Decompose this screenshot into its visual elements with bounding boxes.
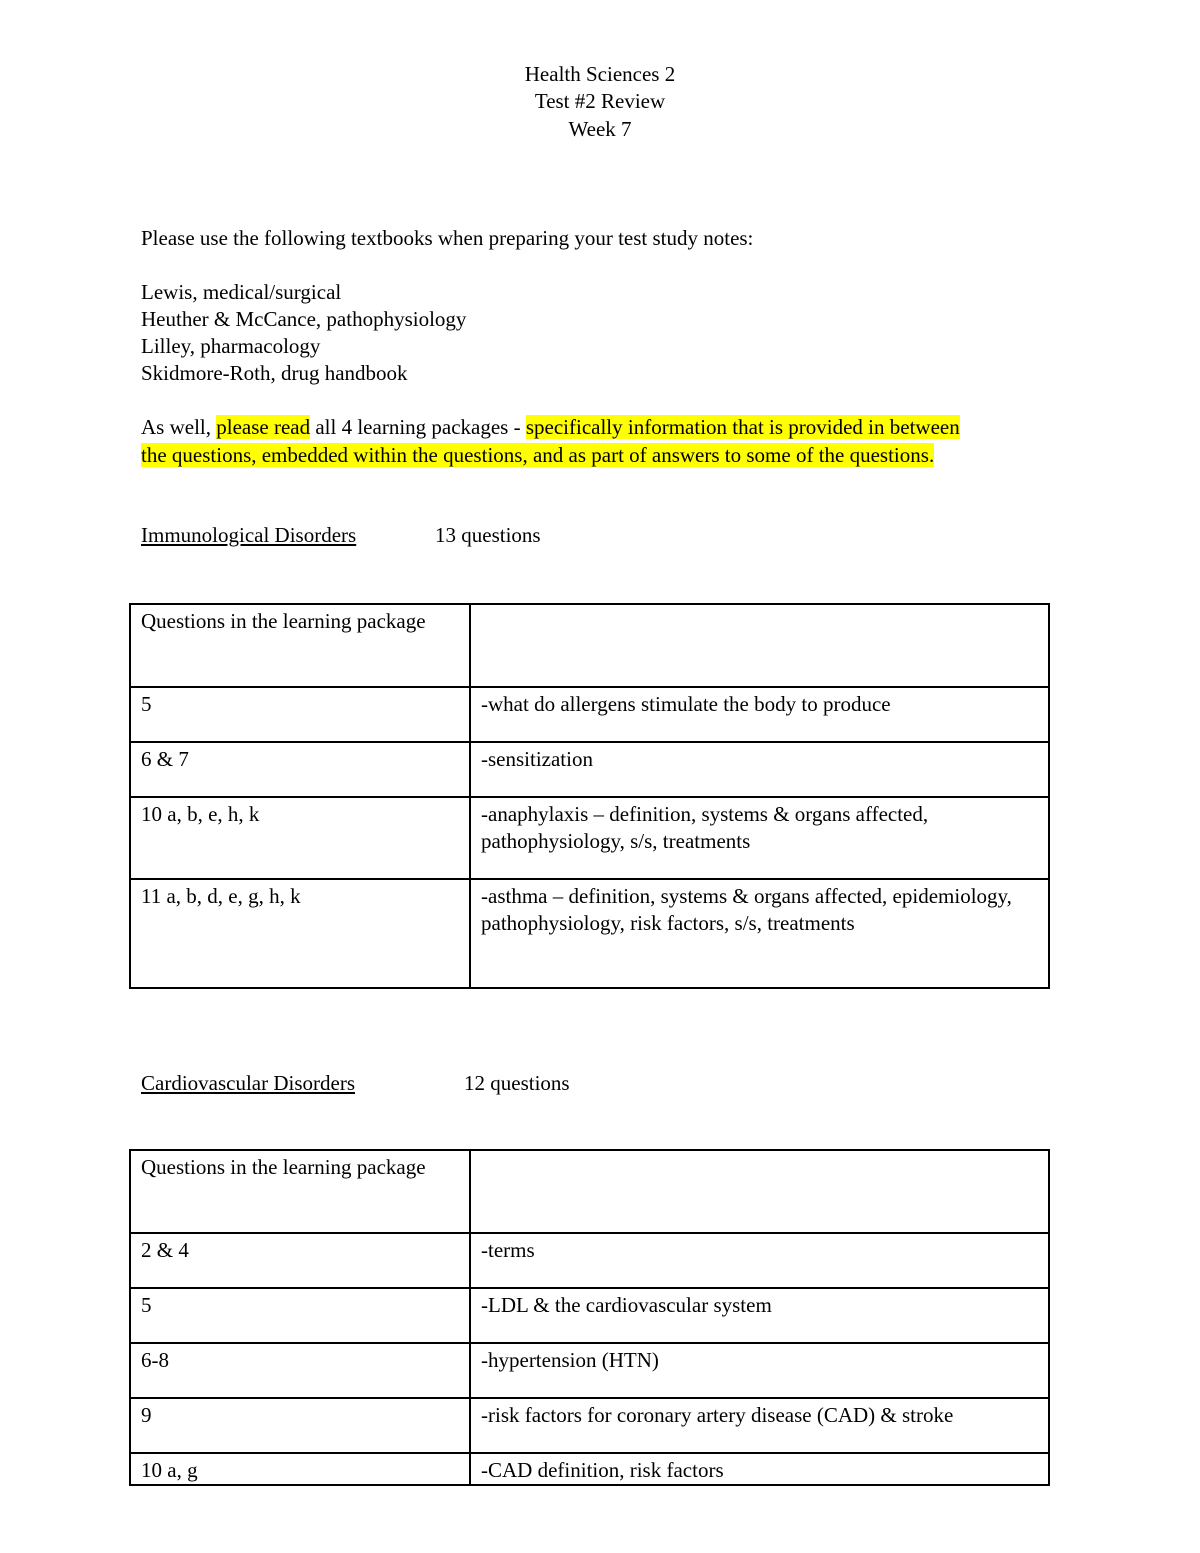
topic-cell: -terms <box>470 1233 1049 1288</box>
header-cell-empty <box>470 604 1049 687</box>
table-header-row <box>130 604 1049 687</box>
topic-cell: -CAD definition, risk factors <box>470 1453 1049 1485</box>
topic-cell: -sensitization <box>470 742 1049 797</box>
test-title: Test #2 Review <box>534 89 666 113</box>
textbook-item: Heuther & McCance, pathophysiology <box>141 307 467 331</box>
table-row <box>130 1343 1049 1398</box>
table-row <box>130 1233 1049 1288</box>
textbook-item: Lilley, pharmacology <box>141 334 321 358</box>
question-cell: 10 a, g <box>130 1453 470 1485</box>
header-cell: Questions in the learning package <box>130 1150 470 1233</box>
highlighted-text: please read <box>216 415 311 439</box>
note-text: all 4 learning packages - <box>310 415 526 439</box>
table-row <box>130 1288 1049 1343</box>
header-cell-empty <box>470 1150 1049 1233</box>
immunological-question-count: 13 questions <box>435 523 541 547</box>
table-row <box>130 687 1049 742</box>
immunological-table <box>129 603 1050 989</box>
topic-cell: -risk factors for coronary artery disease (CAD) & stroke <box>470 1398 1049 1453</box>
question-cell: 11 a, b, d, e, g, h, k <box>130 879 470 988</box>
question-cell: 2 & 4 <box>130 1233 470 1288</box>
intro-text: Please use the following textbooks when preparing your test study notes: <box>141 226 754 250</box>
highlighted-text: specifically information that is provided in between <box>525 415 960 439</box>
table-row <box>130 879 1049 988</box>
header-cell: Questions in the learning package <box>130 604 470 687</box>
highlighted-text: the questions, embedded within the questions, and as part of answers to some of the questions. <box>141 443 935 467</box>
question-cell: 6 & 7 <box>130 742 470 797</box>
topic-cell: -LDL & the cardiovascular system <box>470 1288 1049 1343</box>
question-cell: 9 <box>130 1398 470 1453</box>
topic-cell: -anaphylaxis – definition, systems & organs affected, pathophysiology, s/s, treatments <box>470 797 1049 879</box>
question-cell: 10 a, b, e, h, k <box>130 797 470 879</box>
table-row <box>130 1453 1049 1485</box>
topic-cell: -what do allergens stimulate the body to produce <box>470 687 1049 742</box>
question-cell: 5 <box>130 687 470 742</box>
table-header-row <box>130 1150 1049 1233</box>
table-row <box>130 742 1049 797</box>
textbook-item: Lewis, medical/surgical <box>141 280 342 304</box>
cardiovascular-question-count: 12 questions <box>464 1071 570 1095</box>
note-text: As well, <box>141 415 217 439</box>
week-label: Week 7 <box>568 117 632 141</box>
table-row <box>130 797 1049 879</box>
question-cell: 6-8 <box>130 1343 470 1398</box>
question-cell: 5 <box>130 1288 470 1343</box>
course-title: Health Sciences 2 <box>524 62 676 86</box>
cardiovascular-heading: Cardiovascular Disorders <box>141 1071 356 1095</box>
textbook-item: Skidmore-Roth, drug handbook <box>141 361 408 385</box>
topic-cell: -asthma – definition, systems & organs affected, epidemiology, pathophysiology, risk factors, s/s, treatments <box>470 879 1049 988</box>
topic-cell: -hypertension (HTN) <box>470 1343 1049 1398</box>
immunological-heading: Immunological Disorders <box>141 523 357 547</box>
cardiovascular-table <box>129 1149 1050 1486</box>
table-row <box>130 1398 1049 1453</box>
